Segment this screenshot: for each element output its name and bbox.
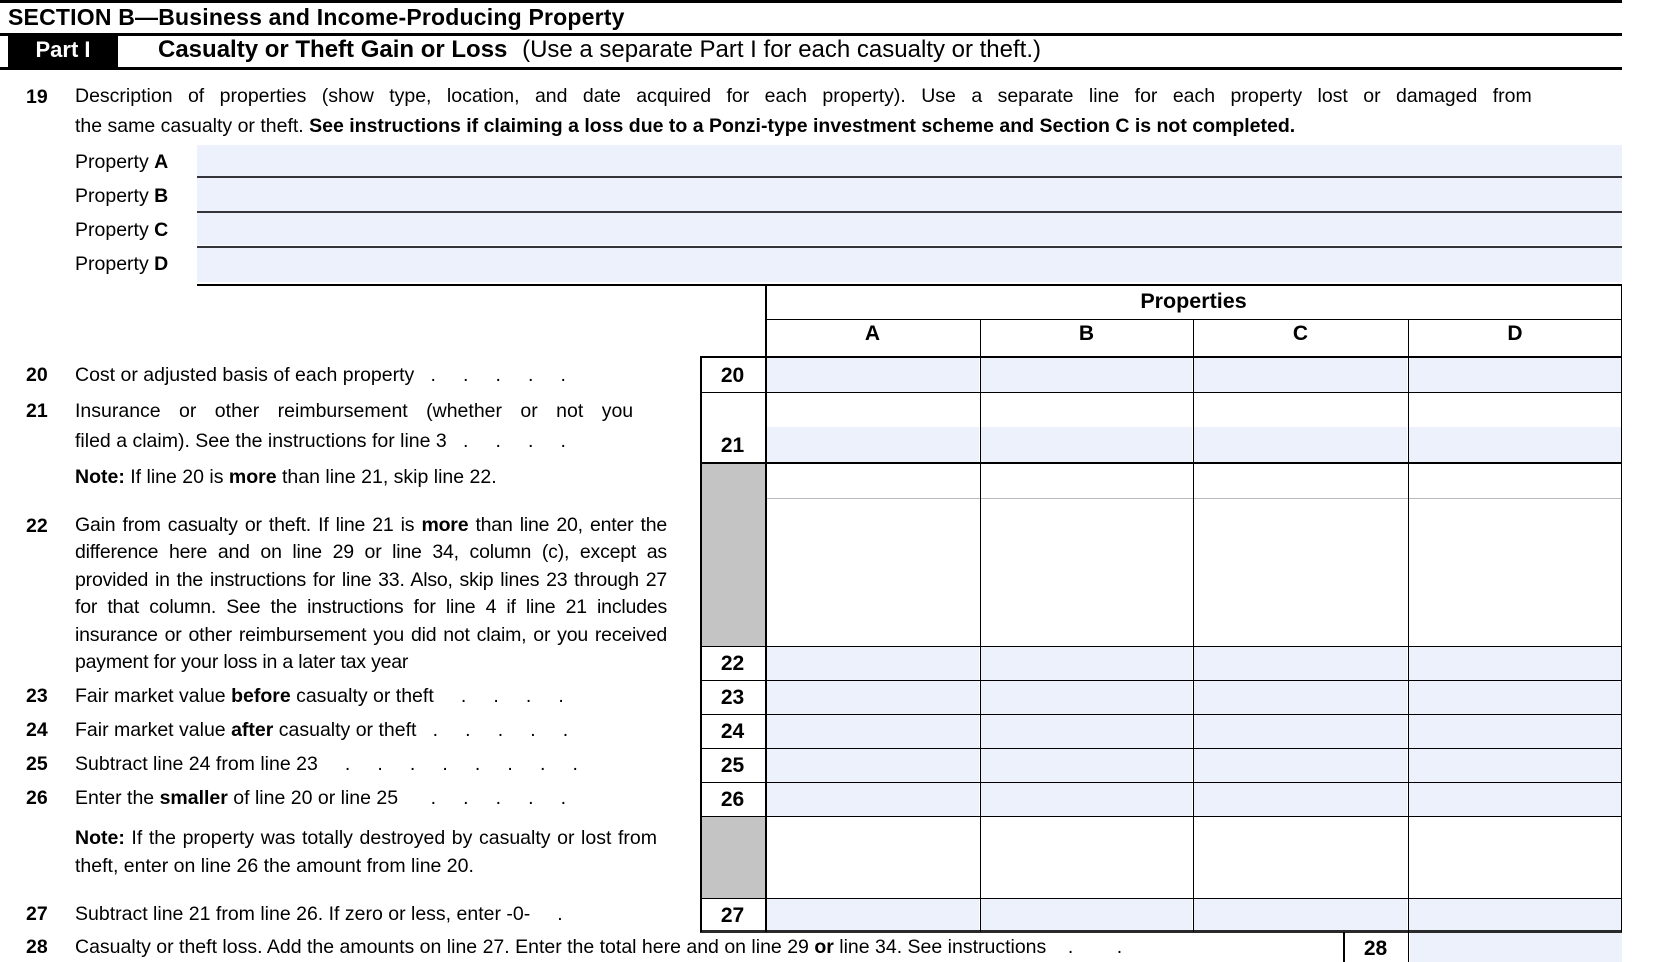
grid-line (1621, 285, 1623, 932)
cell-26-b[interactable] (981, 783, 1192, 816)
line-27-number: 27 (26, 903, 48, 925)
grid-line (700, 714, 1622, 715)
grid-line (700, 898, 1622, 899)
property-d-field[interactable] (197, 248, 1622, 282)
line-24-box-number: 24 (720, 720, 745, 743)
cell-22-d[interactable] (1409, 647, 1621, 680)
column-header-d: D (1507, 322, 1523, 345)
part-badge: Part I (8, 33, 118, 68)
cell-21-d[interactable] (1409, 427, 1621, 462)
cell-22-a[interactable] (766, 647, 979, 680)
line-27-box-number: 27 (720, 904, 745, 927)
column-header-c: C (1292, 322, 1309, 345)
property-b-field[interactable] (197, 178, 1622, 211)
dot-leader: . . (1046, 936, 1123, 958)
dot-leader: . . . . . (414, 364, 566, 386)
property-a-label: Property A (75, 151, 169, 173)
section-title: SECTION B—Business and Income-Producing Property (8, 4, 625, 30)
cell-23-c[interactable] (1194, 681, 1407, 714)
cell-23-d[interactable] (1409, 681, 1621, 714)
cell-20-d[interactable] (1409, 358, 1621, 392)
grid-line (1408, 319, 1409, 932)
cell-24-a[interactable] (766, 715, 979, 748)
grid-line (700, 680, 1622, 681)
grid-line (700, 356, 1622, 358)
shaded-spacer-cell (701, 817, 765, 898)
shaded-spacer-cell (701, 463, 765, 646)
column-header-a: A (864, 322, 881, 345)
line-22-label: Gain from casualty or theft. If line 21 is more than line 20, enter the difference here and on line 29 or line 34, column (c), except as provided in the instructions for line 33. Also, skip lines 23 through 27 for that column. See the instructions for line 4 if line 21 includes insurance or other reimbursement you did not claim, or you received payment for your loss in a later tax year (75, 514, 667, 674)
note-line-26: Note: If the property was totally destroyed by casualty or lost from theft, enter on line 26 the amount from line 20. (75, 827, 657, 877)
property-a-field[interactable] (197, 145, 1622, 177)
line-24-number: 24 (26, 719, 48, 741)
line-21-box-number: 21 (720, 434, 745, 457)
cell-25-b[interactable] (981, 749, 1192, 782)
line-19-text-row2: the same casualty or theft. See instructions if claiming a loss due to a Ponzi-type investment scheme and Section C is not completed. (75, 115, 1296, 137)
dot-leader: . . . . . (398, 787, 567, 809)
cell-23-b[interactable] (981, 681, 1192, 714)
cell-22-c[interactable] (1194, 647, 1407, 680)
grid-line (700, 646, 1622, 647)
cell-21-a[interactable] (766, 427, 979, 462)
line-28-amount-field[interactable] (1410, 933, 1622, 962)
cell-21-c[interactable] (1194, 427, 1407, 462)
line-21-number: 21 (26, 400, 48, 422)
cell-20-b[interactable] (981, 358, 1192, 392)
cell-27-d[interactable] (1409, 899, 1621, 930)
cell-25-c[interactable] (1194, 749, 1407, 782)
line-20-number: 20 (26, 364, 48, 386)
cell-20-a[interactable] (766, 358, 979, 392)
line-19-number: 19 (26, 86, 48, 108)
divider-line (0, 67, 1622, 70)
dot-leader: . . . . (446, 430, 566, 452)
dot-leader: . . . . . . . . (317, 753, 578, 775)
cell-21-b[interactable] (981, 427, 1192, 462)
line-26-label: Enter the smaller of line 20 or line 25 . . . . . (75, 787, 567, 809)
line-26-box-number: 26 (720, 788, 745, 811)
note-line-21: Note: If line 20 is more than line 21, skip line 22. (75, 466, 497, 488)
line-23-box-number: 23 (720, 686, 745, 709)
dot-leader: . (530, 903, 563, 925)
grid-line (1193, 319, 1194, 932)
grid-line (700, 748, 1622, 749)
cell-27-a[interactable] (766, 899, 979, 930)
grid-line (700, 462, 1622, 464)
cell-27-c[interactable] (1194, 899, 1407, 930)
line-28-box-number: 28 (1363, 937, 1388, 960)
cell-23-a[interactable] (766, 681, 979, 714)
property-c-label: Property C (75, 219, 169, 241)
grid-line (765, 285, 767, 932)
cell-27-b[interactable] (981, 899, 1192, 930)
grid-line (700, 392, 1622, 393)
line-26-number: 26 (26, 787, 48, 809)
line-25-label: Subtract line 24 from line 23 . . . . . . . . (75, 753, 578, 775)
grid-line (1343, 932, 1345, 962)
line-23-label: Fair market value before casualty or theft . . . . (75, 685, 564, 707)
cell-25-d[interactable] (1409, 749, 1621, 782)
line-20-label: Cost or adjusted basis of each property . . . . . (75, 364, 566, 386)
cell-24-b[interactable] (981, 715, 1192, 748)
part-title: Casualty or Theft Gain or Loss (158, 36, 508, 63)
line-23-number: 23 (26, 685, 48, 707)
properties-group-header: Properties (1140, 289, 1247, 313)
grid-line (197, 284, 1622, 286)
cell-26-d[interactable] (1409, 783, 1621, 816)
divider-line (0, 0, 1622, 3)
grid-line (700, 356, 702, 932)
line-28-label: Casualty or theft loss. Add the amounts on line 27. Enter the total here and on line 29 or line 34. See instructions . . (75, 936, 1123, 958)
dot-leader: . . . . (433, 685, 564, 707)
line-25-box-number: 25 (720, 754, 745, 777)
line-25-number: 25 (26, 753, 48, 775)
line-27-label: Subtract line 21 from line 26. If zero or less, enter -0- . (75, 903, 563, 925)
line-19-text-row1: Description of properties (show type, location, and date acquired for each property). Use a separate line for each property lost or damaged from (75, 85, 1532, 107)
property-c-field[interactable] (197, 213, 1622, 245)
line-20-box-number: 20 (720, 364, 745, 387)
cell-25-a[interactable] (766, 749, 979, 782)
cell-26-a[interactable] (766, 783, 979, 816)
column-header-b: B (1078, 322, 1095, 345)
part-subtitle: (Use a separate Part I for each casualty or theft.) (522, 36, 1041, 63)
grid-line (980, 319, 981, 932)
grid-line (700, 782, 1622, 783)
cell-22-b[interactable] (981, 647, 1192, 680)
cell-26-c[interactable] (1194, 783, 1407, 816)
line-21-label-row2: filed a claim). See the instructions for line 3 . . . . (75, 430, 566, 452)
line-21-label-row1: Insurance or other reimbursement (whether or not you (75, 400, 634, 422)
line-22-number: 22 (26, 515, 48, 537)
cell-20-c[interactable] (1194, 358, 1407, 392)
cell-24-d[interactable] (1409, 715, 1621, 748)
line-28-number: 28 (26, 936, 48, 958)
property-d-label: Property D (75, 253, 169, 275)
line-24-label: Fair market value after casualty or theft . . . . . (75, 719, 569, 741)
part-title-row (158, 36, 1041, 64)
property-b-label: Property B (75, 185, 169, 207)
grid-line (700, 816, 1622, 817)
dot-leader: . . . . . (416, 719, 569, 741)
line-22-box-number: 22 (720, 652, 745, 675)
cell-24-c[interactable] (1194, 715, 1407, 748)
